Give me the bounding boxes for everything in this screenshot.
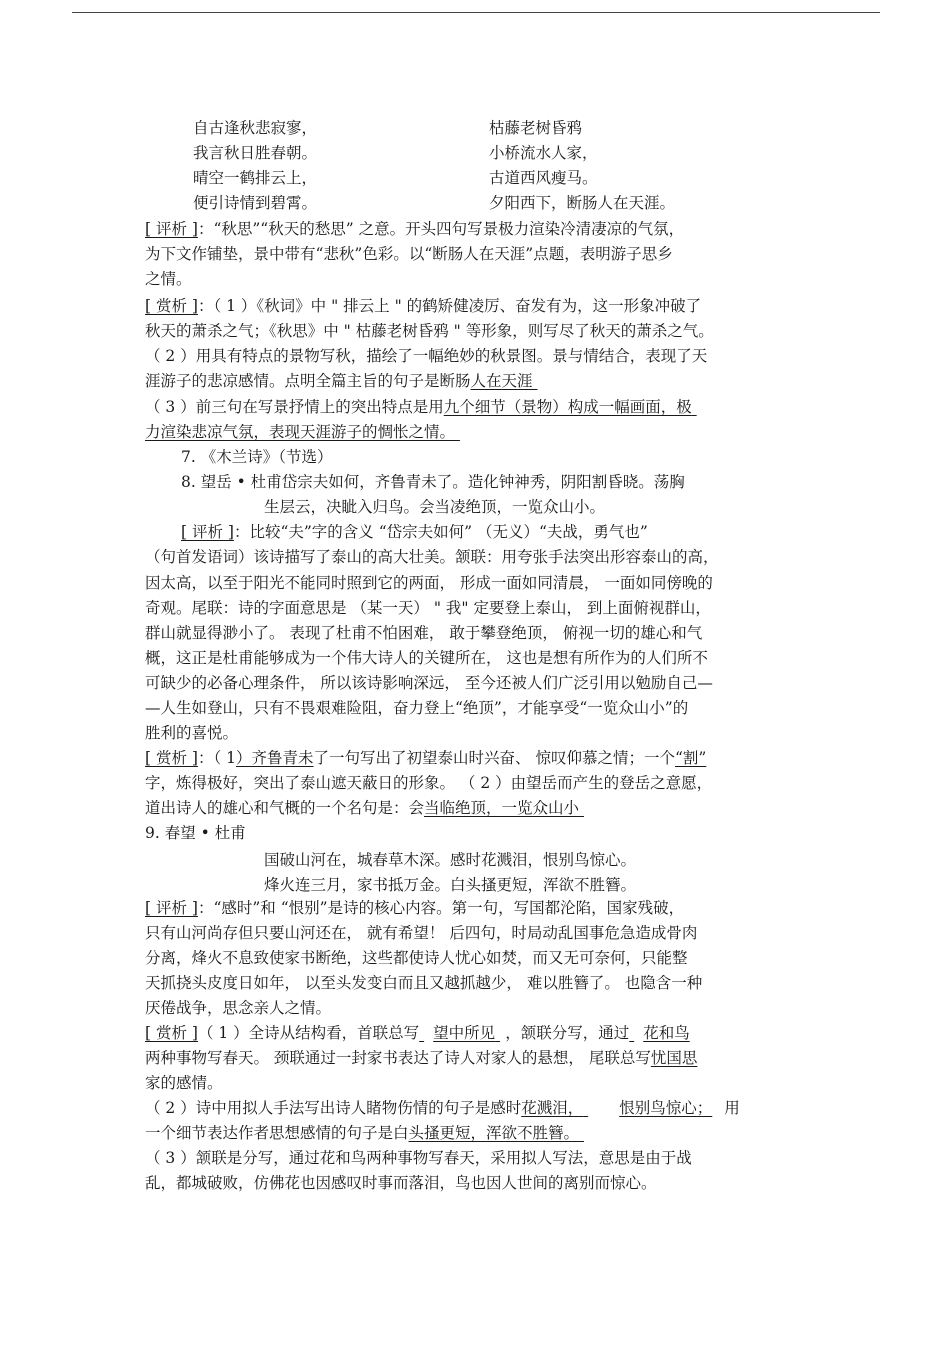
sec1-appreciation-line-6 <box>145 422 495 442</box>
item-8-poem-line-2: 生层云，决眦入归鸟。会当凌绝顶，一览众山小。 <box>264 498 606 516</box>
item-9-review-line-4: 天抓挠头皮度日如年， 以至头发变白而且又越抓越少， 难以胜簪了。 也隐含一种 <box>145 974 703 992</box>
item-8-review-line-4: 奇观。尾联：诗的字面意思是 （某一天） " 我" 定要登上泰山， 到上面俯视群山， <box>145 599 711 617</box>
item-8-review-line-1: [ 评析 ]：比较“夫”字的含义 “岱宗夫如何” （无义）“夫战，勇气也” <box>181 523 648 541</box>
item-9-review-line-1: [ 评析 ]：“感时”和 “恨别”是诗的核心内容。第一句，写国都沦陷，国家残破， <box>145 899 685 917</box>
answer-underline: 人在天涯 <box>470 372 533 390</box>
header-rule <box>72 12 880 13</box>
sec1-appreciation-line-3: （ 2 ）用具有特点的景物写秋，描绘了一幅绝妙的秋景图。景与情结合，表现了天 <box>145 347 708 365</box>
poem-left-line-2: 我言秋日胜春朝。 <box>193 144 318 162</box>
item-8-review-line-9: 胜利的喜悦。 <box>145 724 239 742</box>
answer-underline: 忧国思 <box>650 1049 698 1067</box>
item-9-poem-line-2: 烽火连三月，家书抵万金。白头搔更短，浑欲不胜簪。 <box>264 876 637 894</box>
item-8-review-line-7: 可缺少的必备心理条件， 所以该诗影响深远， 至今还被人们广泛引用以勉励自己— <box>145 674 713 692</box>
item-9-appreciation-line-2: 两种事物写春天。 颈联通过一封家书表达了诗人对家人的悬想， 尾联总写忧国思 <box>145 1049 698 1067</box>
item-8-appreciation-line-3: 道出诗人的雄心和气概的一个名句是：会当临绝顶，一览众山小 <box>145 799 580 817</box>
sec1-review-line-2: 为下文作铺垫，景中带有“悲秋”色彩。以“断肠人在天涯”点题，表明游子思乡 <box>145 245 673 263</box>
appreciation-tag: [ 赏析 ] <box>145 749 198 767</box>
sec1-appreciation-line-5: （ 3 ）前三句在写景抒情上的突出特点是用九个细节（景物）构成一幅画面，极 <box>145 398 692 416</box>
sec1-review-line-3: 之情。 <box>145 270 192 288</box>
item-9-review-line-2: 只有山河尚存但只要山河还在， 就有希望！ 后四句，时局动乱国事危急造成骨肉 <box>145 924 698 942</box>
item-8-review-line-3: 因太高，以至于阳光不能同时照到它的两面， 形成一面如同清晨， 一面如同傍晚的 <box>145 574 713 592</box>
item-8-appreciation-line-2: 字，炼得极好，突出了泰山遮天蔽日的形象。 （ 2 ）由望岳而产生的登岳之意愿， <box>145 774 713 792</box>
review-tag: [ 评析 ] <box>145 899 198 917</box>
answer-underline: ）齐鲁青未 <box>236 749 314 767</box>
item-8-review-line-8: —人生如登山，只有不畏艰难险阻，奋力登上“绝顶”，才能享受“一览众山小”的 <box>145 699 689 717</box>
item-8-review-line-2: （句首发语词）该诗描写了泰山的高大壮美。颔联：用夸张手法突出形容泰山的高， <box>145 548 719 566</box>
item-9-appreciation-line-5: 一个细节表达作者思想感情的句子是白头搔更短，浑欲不胜簪。 <box>145 1124 580 1142</box>
answer-underline: 当临绝顶，一览众山小 <box>424 799 580 817</box>
item-7-title: 7. 《木兰诗》（节选） <box>181 448 333 466</box>
answer-underline: “割” <box>674 749 707 767</box>
item-9-poem-line-1: 国破山河在，城春草木深。感时花溅泪，恨别鸟惊心。 <box>264 851 637 869</box>
answer-underline: 恨别鸟惊心； <box>619 1099 713 1117</box>
appreciation-tag: [ 赏析 ] <box>145 1024 198 1042</box>
poem-left-line-1: 自古逢秋悲寂寥， <box>193 119 318 137</box>
answer-underline: 头搔更短，浑欲不胜簪。 <box>408 1124 580 1142</box>
answer-underline: 花和鸟 <box>643 1024 690 1042</box>
poem-right-line-1: 枯藤老树昏鸦 <box>489 119 583 137</box>
poem-right-line-4: 夕阳西下，断肠人在天涯。 <box>489 194 676 212</box>
poem-right-line-2: 小桥流水人家， <box>489 144 598 162</box>
answer-underline: 望中所见 <box>433 1024 496 1042</box>
review-tag: [ 评析 ] <box>181 523 234 541</box>
item-9-appreciation-line-3: 家的感情。 <box>145 1074 223 1092</box>
item-8-review-line-6: 概，这正是杜甫能够成为一个伟大诗人的关键所在， 这也是想有所作为的人们所不 <box>145 649 708 667</box>
sec1-appreciation-line-2: 秋天的萧杀之气；《秋思》中 " 枯藤老树昏鸦 " 等形象，则写尽了秋天的萧杀之气。 <box>145 322 714 340</box>
sec1-appreciation-line-4: 涯游子的悲凉感情。点明全篇主旨的句子是断肠人在天涯 <box>145 372 533 390</box>
poem-left-line-3: 晴空一鹤排云上， <box>193 169 318 187</box>
item-9-appreciation-line-7: 乱，都城破败，仿佛花也因感叹时事而落泪，鸟也因人世间的离别而惊心。 <box>145 1174 657 1192</box>
item-9-appreciation-line-4: （ 2 ）诗中用拟人手法写出诗人睹物伤情的句子是感时花溅泪， 恨别鸟惊心； 用 <box>145 1099 740 1117</box>
item-9-title: 9. 春望 • 杜甫 <box>145 824 246 842</box>
item-8-poem-line-1: 8. 望岳 • 杜甫岱宗夫如何，齐鲁青未了。造化钟神秀，阴阳割昏晓。荡胸 <box>181 473 685 491</box>
appreciation-tag: [ 赏析 ] <box>145 297 198 315</box>
sec1-review-line-1: [ 评析 ]：“秋思”“秋天的愁思” 之意。开头四句写景极力渲染冷清凄凉的气氛， <box>145 220 685 238</box>
item-9-appreciation-line-6: （ 3 ）颔联是分写，通过花和鸟两种事物写春天，采用拟人写法，意思是由于战 <box>145 1149 692 1167</box>
item-9-appreciation-line-1: [ 赏析 ]（ 1 ）全诗从结构看，首联总写 望中所见 ，颔联分写，通过 花和鸟 <box>145 1024 690 1042</box>
answer-underline: 九个细节（景物）构成一幅画面，极 <box>443 398 692 416</box>
sec1-appreciation-line-1: [ 赏析 ]：（ 1 ）《秋词》中 " 排云上 " 的鹤矫健凌厉、奋发有为，这一形象冲破了 <box>145 297 702 315</box>
poem-left-line-4: 便引诗情到碧霄。 <box>193 194 318 212</box>
item-8-review-line-5: 群山就显得渺小了。 表现了杜甫不怕困难， 敢于攀登绝顶， 俯视一切的雄心和气 <box>145 624 703 642</box>
poem-right-line-3: 古道西风瘦马。 <box>489 169 598 187</box>
answer-underline: 力渲染悲凉气氛，表现天涯游子的惆怅之情。 <box>145 423 456 441</box>
review-tag: [ 评析 ] <box>145 220 198 238</box>
item-9-review-line-5: 厌倦战争，思念亲人之情。 <box>145 999 332 1017</box>
answer-underline: 花溅泪， <box>521 1099 584 1117</box>
item-8-appreciation-line-1: [ 赏析 ]：（ 1）齐鲁青未了一句写出了初望泰山时兴奋、 惊叹仰慕之情；一个“割” <box>145 749 707 767</box>
item-9-review-line-3: 分离，烽火不息致使家书断绝，这些都使诗人忧心如焚，而又无可奈何，只能整 <box>145 949 688 967</box>
